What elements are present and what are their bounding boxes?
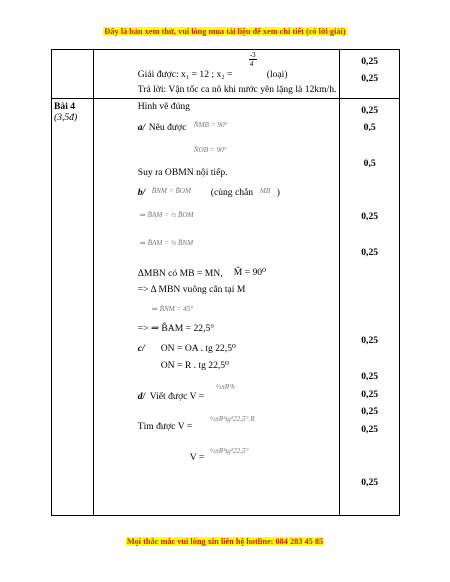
formula-find: ⅓πR²tg²22,5°.R <box>209 415 255 423</box>
question-label: Bài 4 <box>54 101 76 112</box>
score: 0,25 <box>361 335 379 346</box>
angle-m: M̂ = 90⁰ <box>233 267 266 278</box>
formula-volume: ⅓πR²h <box>215 383 235 391</box>
formula-bam-half-bom: ⇒ B̂AM = ½ B̂OM <box>139 211 194 219</box>
figure-line: Hình vẽ đúng <box>137 101 190 112</box>
v-text: V = <box>189 452 205 463</box>
table-row <box>52 99 400 516</box>
score: 0,25 <box>361 389 379 400</box>
discard-note: (loại) <box>266 69 288 80</box>
score: 0,25 <box>361 73 379 84</box>
find-text: Tìm được V = <box>137 421 193 432</box>
part-d-label: d/ <box>137 391 146 402</box>
part-b-label: b/ <box>137 187 146 198</box>
fraction-denominator: 4 <box>249 60 254 68</box>
score: 0,25 <box>361 406 379 417</box>
footer-banner: Mọi thắc mắc vui lòng xin liên hệ hotline: 084 283 45 85 <box>126 537 324 546</box>
part-a-text: Nêu được <box>148 122 187 133</box>
part-a-label: a/ <box>137 122 146 133</box>
score: 0,25 <box>361 211 379 222</box>
question-points: (3,5đ) <box>54 112 78 123</box>
formula-bnm-45: ⇒ B̂NM = 45° <box>151 305 194 313</box>
part-c-line2: ON = R . tg 22,5⁰ <box>160 360 229 371</box>
header-banner: Đây là bản xem thử, vui lòng mua tài liệu để xem chi tiết (có lời giải) <box>104 27 346 36</box>
score: 0,25 <box>361 477 379 488</box>
score: 0,5 <box>363 122 376 133</box>
part-a-conclusion: Suy ra OBMN nội tiếp. <box>137 167 228 178</box>
part-b-text: (cùng chắn <box>210 187 254 198</box>
solution-table <box>51 49 400 516</box>
part-c-label: c/ <box>137 343 145 354</box>
formula-bnm-bom: B̂NM = B̂OM <box>151 187 191 195</box>
score: 0,5 <box>363 158 376 169</box>
formula-v-final: ⅓πR³tg²22,5° <box>209 447 249 455</box>
solve-line: Giải được: x₁ = 12 ; x₂ = <box>137 69 233 80</box>
formula-nob: N̂OB = 90° <box>193 146 227 154</box>
score: 0,25 <box>361 247 379 258</box>
formula-nmb: N̂MB = 90° <box>193 121 228 129</box>
formula-bam-22-5: => ⇒ B̂AM = 22,5° <box>137 323 215 334</box>
mbn-line: ΔMBN có MB = MN, <box>137 268 223 279</box>
formula-bam-half-bnm: ⇒ B̂AM = ½ B̂NM <box>139 239 194 247</box>
score: 0,25 <box>361 56 379 67</box>
part-c-line1: ON = OA . tg 22,5⁰ <box>160 343 236 354</box>
arc-mb: MB <box>259 187 271 195</box>
score: 0,25 <box>361 371 379 382</box>
fraction-numerator: -3 <box>249 51 256 59</box>
part-d-text: Viết được V = <box>149 391 205 402</box>
score: 0,25 <box>361 105 379 116</box>
part-b-close: ) <box>276 187 280 198</box>
table-row <box>52 50 400 99</box>
score: 0,25 <box>361 424 379 435</box>
mbn-right-isosceles: => Δ MBN vuông cân tại M <box>137 284 246 295</box>
answer-line: Trả lời: Vận tốc ca nô khi nước yên lặng là 12km/h. <box>137 84 337 95</box>
